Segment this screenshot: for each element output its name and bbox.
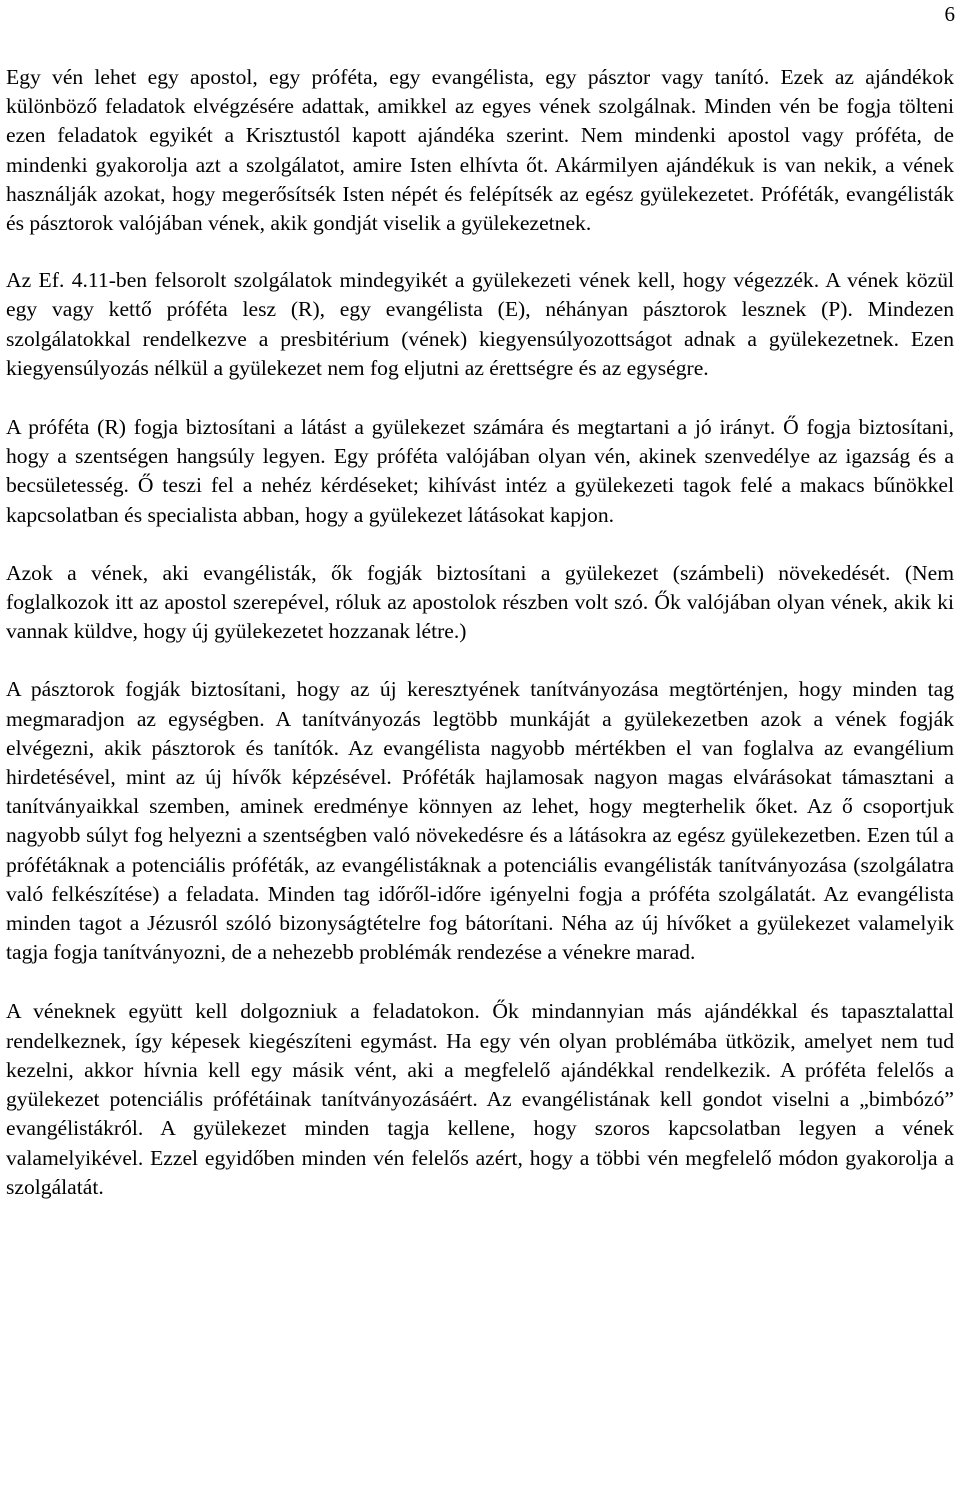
paragraph-elders-cooperation: A véneknek együtt kell dolgozniuk a feladatokon. Ők mindannyian más ajándékkal és tapasztalattal rendelkeznek, így képesek kiegészíteni egymást. Ha egy vén olyan problémába ütközik, amelyet nem tud kezelni, akkor hívnia kell egy másik vént, aki a megfelelő ajándékkal rendelkezik. A próféta felelős a gyülekezet potenciális prófétáinak tanítványozásáért. Az evangélistának kell gondot viselni a „bimbózó” evangélistákról. A gyülekezet minden tagja kellene, hogy szoros kapcsolatban legyen a vének valamelyikével. Ezzel egyidőben minden vén felelős azért, hogy a többi vén megfelelő módon gyakorolja a szolgálatát.	[6, 999, 954, 1199]
paragraph-elders-gifts: Egy vén lehet egy apostol, egy próféta, egy evangélista, egy pásztor vagy tanító. Ezek az ajándékok különböző feladatok elvégzésére adattak, amikkel az egyes vének szolgálnak. Minden vén be fogja tölteni ezen feladatok egyikét a Krisztustól kapott ajándéka szerint. Nem mindenki apostol vagy próféta, de mindenki gyakorolja azt a szolgálatot, amire Isten elhívta őt. Akármilyen ajándékuk is van nekik, a vének használják azokat, hogy megerősítsék Isten népét és felépítsék az egész gyülekezetet. Próféták, evangélisták és pásztorok valójában vének, akik gondját viselik a gyülekezetnek.	[6, 65, 954, 236]
paragraph-prophet: A próféta (R) fogja biztosítani a látást a gyülekezet számára és megtartani a jó irányt. Ő fogja biztosítani, hogy a szentségen hangsúly legyen. Egy próféta valójában olyan vén, akinek szenvedélye az igazság és a becsületesség. Ő teszi fel a nehéz kérdéseket; kihívást intéz a gyülekezeti tagok felé a makacs bűnökkel kapcsolatban és specialista abban, hogy a gyülekezet látásokat kapjon.	[6, 415, 954, 527]
page-number: 6	[944, 2, 955, 26]
document-body	[6, 63, 954, 1202]
paragraph-pastors: A pásztorok fogják biztosítani, hogy az új keresztyének tanítványozása megtörténjen, hogy minden tag megmaradjon az egységben. A tanítványozás legtöbb munkáját a gyülekezetben azok a vének fogják elvégezni, akik pásztorok és tanítók. Az evangélista nagyobb mértékben el van foglalva az evangélium hirdetésével, mint az új hívők képzésével. Próféták hajlamosak nagyon magas elvárásokat támasztani a tanítványaikkal szemben, aminek eredménye könnyen az lehet, hogy megterhelik őket. Az ő csoportjuk nagyobb súlyt fog helyezni a szentségben való növekedésre és a látásokra az egész gyülekezetben. Ezen túl a prófétáknak a potenciális próféták, az evangélistáknak a potenciális evangélisták tanítványozása (szolgálatra való felkészítése) a feladata. Minden tag időről-időre igényelni fogja a próféta szolgálatát. Az evangélista minden tagot a Jézusról szóló bizonyságtételre fog bátorítani. Néha az új hívőket a gyülekezet valamelyik tagja fogja tanítványozni, de a nehezebb problémák rendezése a vénekre marad.	[6, 677, 954, 965]
paragraph-ephesians-ministries: Az Ef. 4.11-ben felsorolt szolgálatok mindegyikét a gyülekezeti vének kell, hogy végezzék. A vének közül egy vagy kettő próféta lesz (R), egy evangélista (E), néhányan pásztorok lesznek (P). Mindezen szolgálatokkal rendelkezve a presbitérium (vének) kiegyensúlyozottságot adnak a gyülekezetnek. Ezen kiegyensúlyozás nélkül a gyülekezet nem fog eljutni az érettségre és az egységre.	[6, 268, 954, 380]
paragraph-evangelist: Azok a vének, aki evangélisták, ők fogják biztosítani a gyülekezet (számbeli) növekedését. (Nem foglalkozok itt az apostol szerepével, róluk az apostolok részben volt szó. Ők valójában olyan vének, akik ki vannak küldve, hogy új gyülekezetet hozzanak létre.)	[6, 560, 954, 644]
